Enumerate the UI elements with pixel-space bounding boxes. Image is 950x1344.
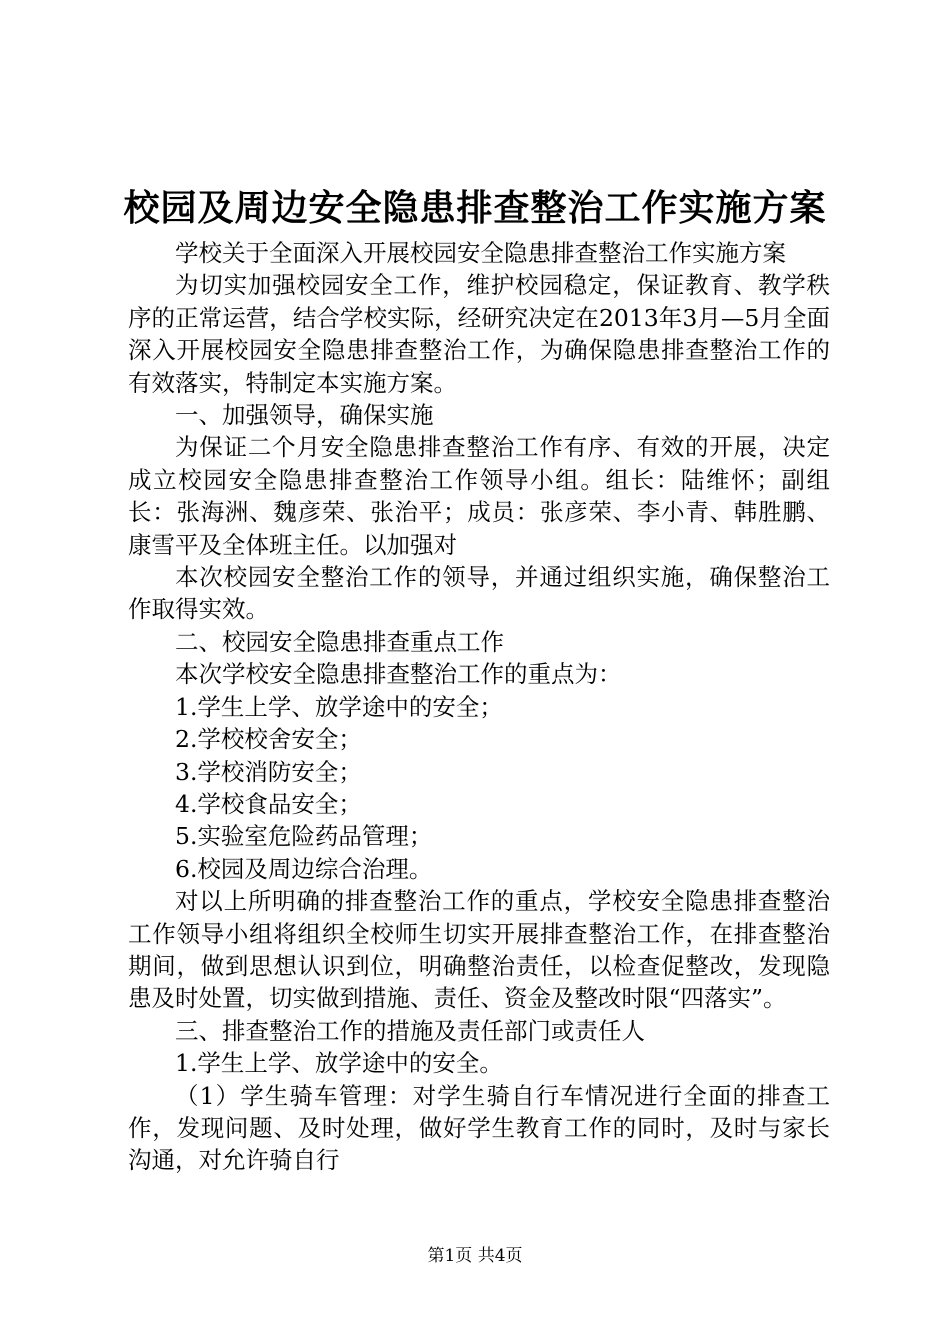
document-body bbox=[128, 237, 830, 1177]
page-indicator: 第1页 共4页 bbox=[427, 1246, 523, 1266]
list-item: 3.学校消防安全； bbox=[175, 757, 362, 786]
section-heading-1: 一、加强领导，确保实施 bbox=[175, 401, 434, 430]
list-item: 5.实验室危险药品管理； bbox=[175, 822, 433, 851]
section-heading-2: 二、校园安全隐患排查重点工作 bbox=[175, 627, 504, 656]
paragraph-bike-management: （1）学生骑车管理：对学生骑自行车情况进行全面的排查工作，发现问题、及时处理，做好学生教育工作的同时，及时与家长沟通，对允许骑自行 bbox=[128, 1081, 830, 1175]
list-item: 2.学校校舍安全； bbox=[175, 725, 362, 754]
paragraph-intro: 为切实加强校园安全工作，维护校园稳定，保证教育、教学秩序的正常运营，结合学校实际，经研究决定在2013年3月—5月全面深入开展校园安全隐患排查整治工作，为确保隐患排查整治工作的有效落实，特制定本实施方案。 bbox=[128, 271, 830, 397]
list-item: 1.学生上学、放学途中的安全； bbox=[175, 692, 503, 721]
paragraph-leadership-cont: 本次校园安全整治工作的领导，并通过组织实施，确保整治工作取得实效。 bbox=[128, 563, 830, 624]
list-item: 4.学校食品安全； bbox=[175, 789, 362, 818]
paragraph-leadership: 为保证二个月安全隐患排查整治工作有序、有效的开展，决定成立校园安全隐患排查整治工作领导小组。组长：陆维怀；副组长：张海洲、魏彦荣、张治平；成员：张彦荣、李小青、韩胜鹏、康雪平及全体班主任。以加强对 bbox=[128, 433, 830, 559]
section-heading-3: 三、排查整治工作的措施及责任部门或责任人 bbox=[175, 1016, 645, 1045]
list-item: 6.校园及周边综合治理。 bbox=[175, 854, 433, 883]
subsection-heading: 1.学生上学、放学途中的安全。 bbox=[175, 1049, 503, 1078]
paragraph-focus-summary: 对以上所明确的排查整治工作的重点，学校安全隐患排查整治工作领导小组将组织全校师生切实开展排查整治工作，在排查整治期间，做到思想认识到位，明确整治责任，以检查促整改，发现隐患及时处置，切实做到措施、责任、资金及整改时限“四落实”。 bbox=[128, 887, 830, 1013]
paragraph-focus-intro: 本次学校安全隐患排查整治工作的重点为： bbox=[175, 660, 622, 689]
document-title: 校园及周边安全隐患排查整治工作实施方案 bbox=[123, 187, 827, 229]
paragraph-subtitle: 学校关于全面深入开展校园安全隐患排查整治工作实施方案 bbox=[175, 239, 786, 267]
